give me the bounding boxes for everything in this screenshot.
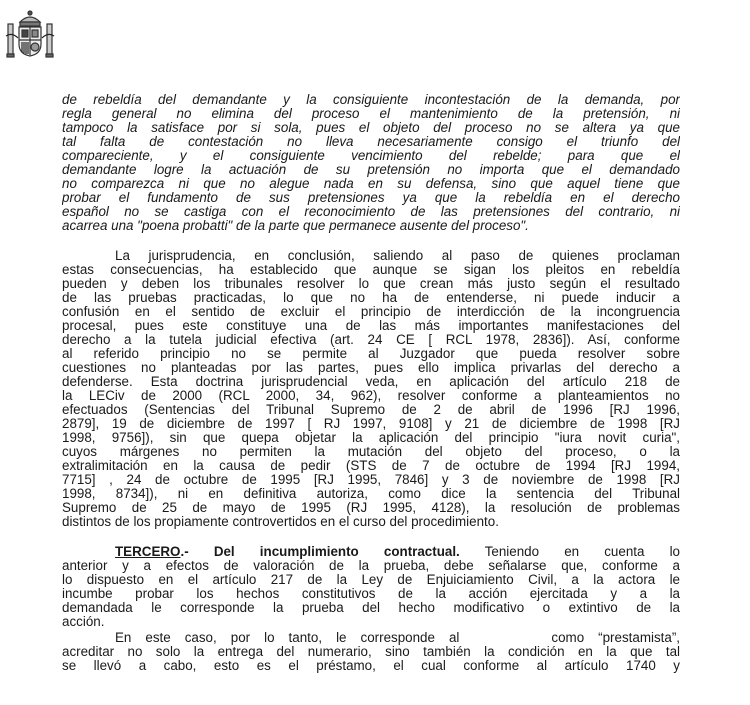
text-line: 2879], 19 de diciembre de 1997 [ RJ 1997, 9108] y 21 de diciembre de 1998 [RJ [62,417,680,431]
text-line: regla general no elimina del proceso el mantenimiento de la pretensión, ni [62,107,680,121]
text-line: de las pruebas practicadas, lo que no ha de entenderse, ni puede inducir a [62,291,680,305]
text-line: compareciente, y el consiguiente vencimiento del rebelde; para que el [62,149,680,163]
text-line: 7715] , 24 de octubre de 1995 [RJ 1995, 7846] y 3 de noviembre de 1998 [RJ [62,473,680,487]
text-line: acreditar no solo la entrega del numerario, sino también la condición en la que tal [62,645,680,659]
text-line: al referido principio no se permite al Juzgador que pueda resolver sobre [62,347,680,361]
text-line: acarrea una "poena probatti" de la parte que permanece ausente del proceso". [62,219,529,233]
text-run: Teniendo en cuenta lo [459,545,680,559]
text-run: En este caso, por lo tanto, le corresponde al [115,631,460,645]
text-line: derecho a la tutela judicial efectiva (art. 24 CE [ RCL 1978, 2836]). Así, conforme [62,333,680,347]
text-line: incumbe probar los hechos constitutivos de la acción ejercitada y a la [62,587,680,601]
text-line: 1998, 8734]), ni en definitiva autoriza, como dice la sentencia del Tribunal [62,487,680,501]
text-line: pueden y deben los tribunales resolver lo que crean más justo según el resultado [62,277,680,291]
text-line: no comparezca ni que no alegue nada en su defensa, sino que aquel tiene que [62,177,680,191]
text-line: defenderse. Esta doctrina jurisprudencial veda, en aplicación del artículo 218 de [62,375,680,389]
text-line: confusión en el sentido de excluir el principio de interdicción de la incongruencia [62,305,680,319]
section-number: TERCERO [115,545,181,559]
text-line: se llevó a cabo, esto es el préstamo, el cual conforme al artículo 1740 y [62,659,680,673]
text-line: La jurisprudencia, en conclusión, saliendo al paso de quienes proclaman [115,249,680,263]
section-title: Del incumplimiento contractual. [213,545,460,559]
text-line: cuestiones no planteadas por las partes, pues ello implica privarlas del derecho a [62,361,680,375]
text-line: probar el fundamento de sus pretensiones ya que la rebeldía en el derecho [62,191,680,205]
text-line: anterior y a efectos de valoración de la prueba, debe señalarse que, conforme a [62,559,680,573]
text-line: demandante logre la actuación de su pretensión no importa que el demandado [62,163,680,177]
text-line: lo dispuesto en el artículo 217 de la Ley de Enjuiciamiento Civil, a la actora le [62,573,680,587]
text-line: tampoco la satisface por si sola, pues el objeto del proceso no se altera ya que [62,121,680,135]
text-line: 1998, 9756]), sin que quepa objetar la aplicación del principio "iura novit curia", [62,431,680,445]
text-line: español no se castiga con el reconocimiento de las pretensiones del contrario, ni [62,205,680,219]
text-line [115,631,680,645]
text-line: distintos de los propiamente controvertidos en el curso del procedimiento. [62,515,499,529]
section-heading-line [115,545,680,559]
section-separator: .- [180,545,214,559]
text-run: como “prestamista”, [551,631,680,645]
text-line: cuyos márgenes no permiten la mutación del objeto del proceso, o la [62,445,680,459]
text-line: procesal, pues este constituye una de las más importantes manifestaciones del [62,319,680,333]
text-line: efectuados (Sentencias del Tribunal Supremo de 2 de abril de 1996 [RJ 1996, [62,403,680,417]
text-line: Supremo de 25 de mayo de 1995 (RJ 1995, 4128), la resolución de problemas [62,501,680,515]
text-line: acción. [62,615,105,629]
text-line: tal falta de contestación no lleva necesariamente consigo el triunfo del [62,135,680,149]
coat-of-arms-emblem [4,8,56,70]
text-line: demandada le corresponde la prueba del hecho modificativo o extintivo de la [62,601,680,615]
text-line: estas consecuencias, ha establecido que aunque se sigan los pleitos en rebeldía [62,263,680,277]
text-line: de rebeldía del demandante y la consiguiente incontestación de la demanda, por [62,93,680,107]
text-line: la LECiv de 2000 (RCL 2000, 34, 962), resolver conforme a planteamientos no [62,389,680,403]
text-line: extralimitación en la causa de pedir (STS de 7 de octubre de 1994 [RJ 1994, [62,459,680,473]
